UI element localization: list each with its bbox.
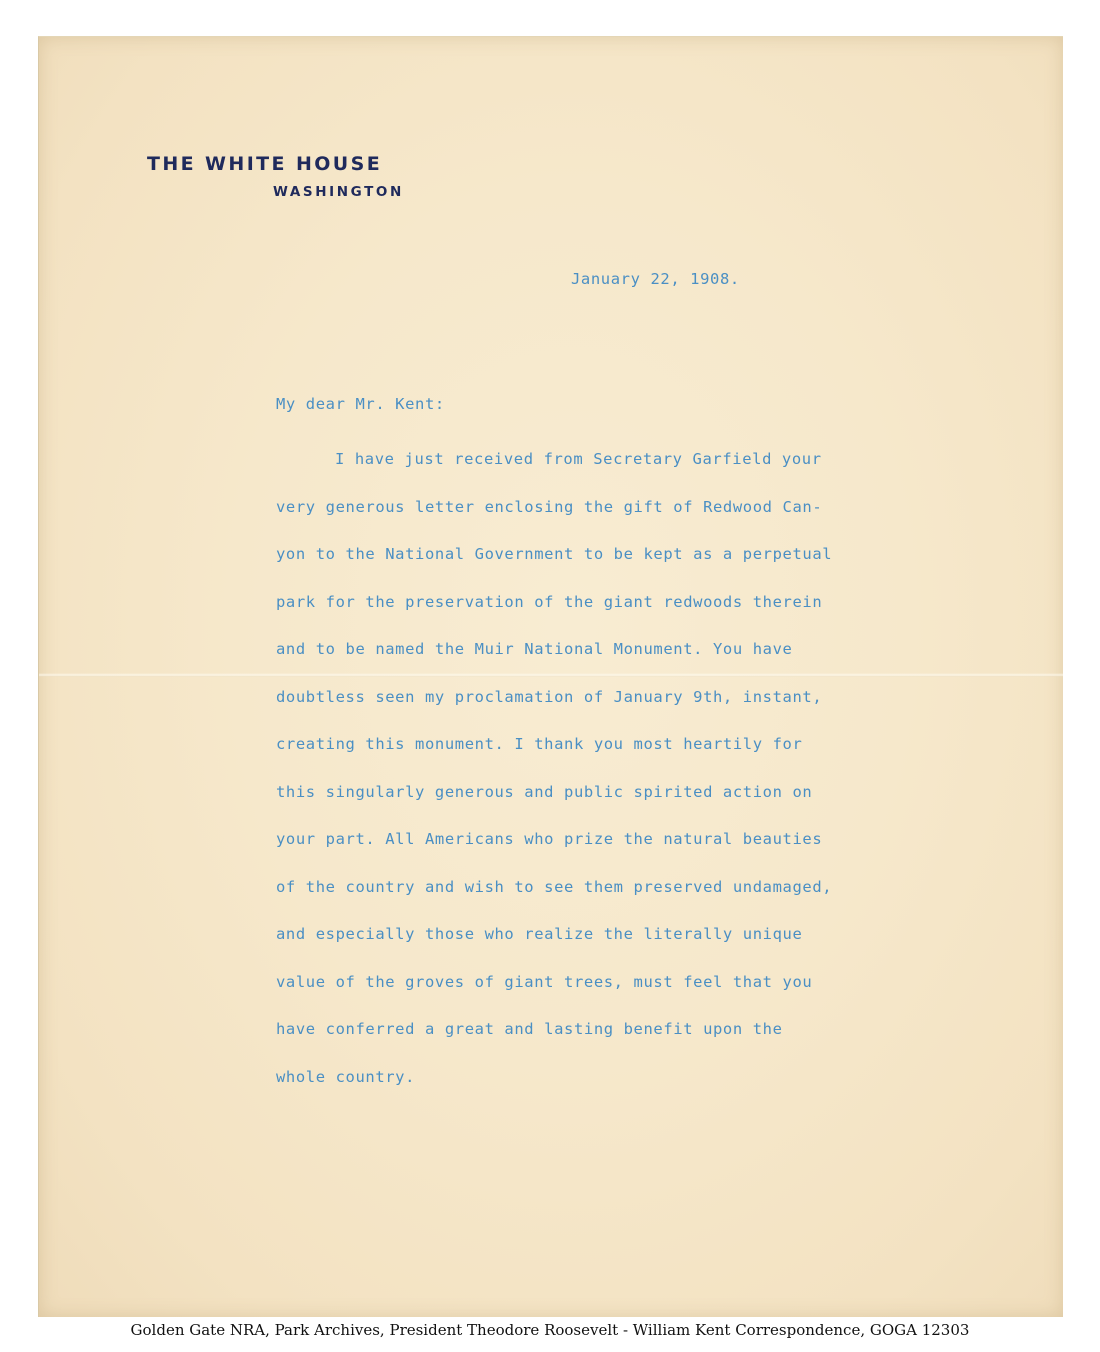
letter-line: doubtless seen my proclamation of January 9th, instant, xyxy=(276,687,823,706)
letter-line: park for the preservation of the giant redwoods therein xyxy=(276,592,823,611)
letter-body xyxy=(276,436,832,1101)
letter-line: I have just received from Secretary Garfield your xyxy=(335,450,822,468)
letterhead-location: WASHINGTON xyxy=(273,184,404,200)
letter-line: this singularly generous and public spirited action on xyxy=(276,782,813,801)
letter-line: have conferred a great and lasting benefit upon the xyxy=(276,1020,783,1038)
letterhead-title: THE WHITE HOUSE xyxy=(147,153,383,175)
letter-line: yon to the National Government to be kept as a perpetual xyxy=(276,545,833,563)
letter-salutation: My dear Mr. Kent: xyxy=(276,395,445,413)
letter-line: value of the groves of giant trees, must feel that you xyxy=(276,972,813,991)
letter-line: of the country and wish to see them preserved undamaged, xyxy=(276,877,833,896)
letter-line: your part. All Americans who prize the natural beauties xyxy=(276,830,823,848)
letter-line: very generous letter enclosing the gift of Redwood Can- xyxy=(276,497,823,516)
letter-line: creating this monument. I thank you most heartily for xyxy=(276,735,803,753)
letter-date: January 22, 1908. xyxy=(571,270,740,288)
letterhead xyxy=(147,153,404,200)
letter-line: and especially those who realize the literally unique xyxy=(276,925,803,943)
letter-line: and to be named the Muir National Monument. You have xyxy=(276,640,793,658)
letter-line: whole country. xyxy=(276,1067,416,1086)
archive-caption: Golden Gate NRA, Park Archives, President Theodore Roosevelt - William Kent Correspondence, GOGA 12303 xyxy=(130,1321,970,1339)
letter-paper xyxy=(38,36,1063,1317)
